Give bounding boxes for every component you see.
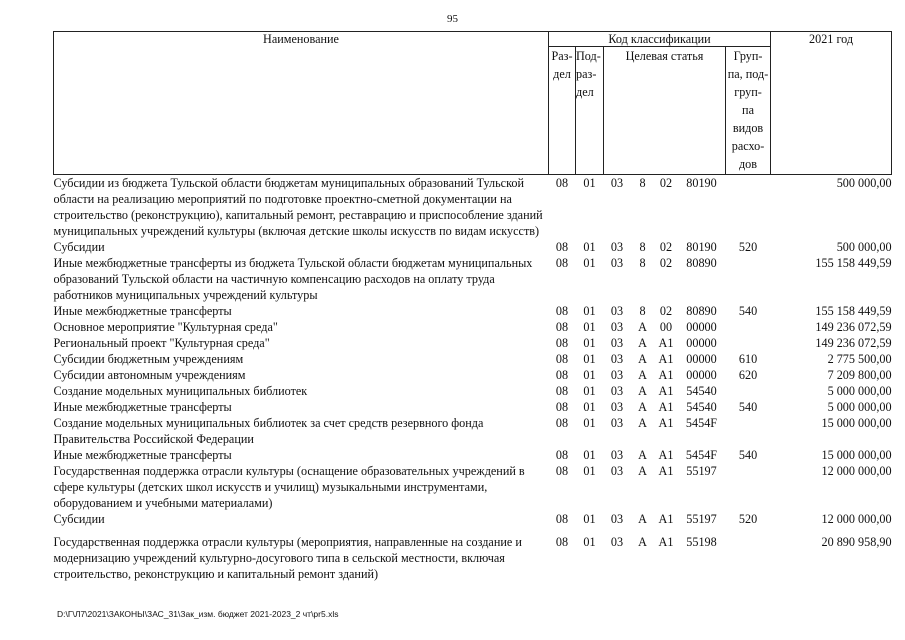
row-subprogram: А — [638, 352, 647, 366]
row-podrazdel: 01 — [583, 304, 596, 318]
row-name: Субсидии — [53, 240, 105, 254]
row-razdel: 08 — [555, 320, 569, 334]
row-vid: 540 — [738, 448, 758, 462]
row-name: Создание модельных муниципальных библиотек — [53, 384, 308, 398]
row-vid: 540 — [738, 400, 758, 414]
row-name: Субсидии — [53, 512, 105, 526]
row-event: 02 — [659, 304, 673, 318]
page-number: 95 — [447, 13, 458, 25]
row-podrazdel: 01 — [583, 400, 596, 414]
row-program: 03 — [610, 256, 624, 270]
row-vid — [726, 319, 771, 335]
row-razdel: 08 — [555, 512, 569, 526]
row-name: Иные межбюджетные трансферты — [53, 448, 232, 462]
row-amount: 2 775 500,00 — [827, 352, 892, 366]
table-row — [54, 511, 892, 527]
row-razdel: 08 — [555, 304, 569, 318]
row-event: А1 — [658, 535, 674, 549]
row-razdel: 08 — [555, 400, 569, 414]
row-razdel: 08 — [555, 240, 569, 254]
row-vid — [726, 527, 771, 582]
row-program: 03 — [610, 416, 624, 430]
row-program: 03 — [610, 304, 624, 318]
row-event: А1 — [658, 400, 674, 414]
row-name: Государственная поддержка отрасли культуры (оснащение образовательных учреждений в сфере культуры (детских школ искусств и училищ) музыкальными инструментами, оборудованием и учебными материалами) — [53, 464, 525, 510]
row-direction: 00000 — [686, 320, 717, 334]
table-row — [54, 383, 892, 399]
row-podrazdel: 01 — [583, 416, 596, 430]
row-amount: 15 000 000,00 — [821, 416, 892, 430]
row-event: 00 — [659, 320, 673, 334]
row-podrazdel: 01 — [583, 384, 596, 398]
table-row — [54, 319, 892, 335]
row-direction: 55197 — [686, 512, 717, 526]
table-row — [54, 415, 892, 447]
row-subprogram: А — [638, 320, 647, 334]
row-amount: 149 236 072,59 — [815, 336, 892, 350]
row-podrazdel: 01 — [583, 368, 596, 382]
table-row — [54, 175, 892, 240]
row-program: 03 — [610, 464, 624, 478]
row-amount: 12 000 000,00 — [821, 512, 892, 526]
table-body — [54, 175, 892, 583]
row-program: 03 — [610, 535, 624, 549]
row-subprogram: А — [638, 535, 647, 549]
col-header-razdel: Раз- дел — [549, 47, 576, 175]
row-program: 03 — [610, 368, 624, 382]
row-podrazdel: 01 — [583, 176, 596, 190]
row-amount: 7 209 800,00 — [827, 368, 892, 382]
table-row — [54, 255, 892, 303]
table-row — [54, 239, 892, 255]
row-event: А1 — [658, 336, 674, 350]
row-name: Иные межбюджетные трансферты — [53, 400, 232, 414]
row-name: Субсидии бюджетным учреждениям — [53, 352, 244, 366]
row-razdel: 08 — [555, 176, 569, 190]
row-razdel: 08 — [555, 416, 569, 430]
table-row — [54, 527, 892, 582]
row-vid — [726, 383, 771, 399]
row-subprogram: А — [638, 400, 647, 414]
row-program: 03 — [610, 176, 624, 190]
row-amount: 500 000,00 — [836, 240, 892, 254]
row-name: Иные межбюджетные трансферты из бюджета Тульской области бюджетам муниципальных образований Тульской области на частичную компенсацию расходов на оплату труда работников муниципальных учреждений культуры — [53, 256, 533, 302]
row-podrazdel: 01 — [583, 512, 596, 526]
row-podrazdel: 01 — [583, 320, 596, 334]
row-amount: 15 000 000,00 — [821, 448, 892, 462]
col-header-podrazdel: Под- раз- дел — [576, 47, 604, 175]
col-header-celevaya: Целевая статья — [604, 47, 726, 175]
row-amount: 155 158 449,59 — [815, 304, 892, 318]
row-direction: 5454F — [685, 416, 718, 430]
row-direction: 54540 — [686, 384, 717, 398]
row-razdel: 08 — [555, 256, 569, 270]
row-name: Государственная поддержка отрасли культуры (мероприятия, направленные на создание и модернизацию учреждений культурно-досугового типа в сельской местности, включая строительство, реконструкцию и капитальный ремонт зданий) — [53, 535, 522, 581]
row-program: 03 — [610, 336, 624, 350]
row-direction: 54540 — [686, 400, 717, 414]
row-subprogram: А — [638, 448, 647, 462]
row-direction: 00000 — [686, 352, 717, 366]
row-razdel: 08 — [555, 448, 569, 462]
col-header-vid: Груп- па, под- груп- па видов расхо- дов — [726, 47, 771, 175]
row-amount: 500 000,00 — [836, 176, 892, 190]
row-subprogram: А — [638, 464, 647, 478]
col-header-code: Код классификации — [549, 32, 771, 47]
row-direction: 55197 — [686, 464, 717, 478]
row-program: 03 — [610, 384, 624, 398]
row-razdel: 08 — [555, 352, 569, 366]
row-event: 02 — [659, 176, 673, 190]
row-program: 03 — [610, 352, 624, 366]
row-program: 03 — [610, 448, 624, 462]
row-podrazdel: 01 — [583, 256, 596, 270]
row-program: 03 — [610, 240, 624, 254]
row-podrazdel: 01 — [583, 336, 596, 350]
col-header-year: 2021 год — [771, 32, 892, 175]
row-event: А1 — [658, 352, 674, 366]
row-vid: 610 — [738, 352, 758, 366]
table-row — [54, 351, 892, 367]
row-razdel: 08 — [555, 384, 569, 398]
row-amount: 20 890 958,90 — [821, 535, 892, 549]
row-podrazdel: 01 — [583, 464, 596, 478]
row-vid: 620 — [738, 368, 758, 382]
row-subprogram: А — [638, 512, 647, 526]
table-header — [54, 32, 892, 175]
row-razdel: 08 — [555, 464, 569, 478]
row-direction: 80190 — [686, 176, 717, 190]
row-vid — [726, 175, 771, 240]
row-subprogram: 8 — [639, 176, 646, 190]
row-event: А1 — [658, 368, 674, 382]
row-event: А1 — [658, 448, 674, 462]
row-direction: 55198 — [686, 535, 717, 549]
file-path-footer: D:\Г\Л7\2021\ЗАКОНЫ\ЗАС_31\Зак_изм. бюджет 2021-2023_2 чт\pr5.xls — [57, 609, 339, 619]
row-program: 03 — [610, 512, 624, 526]
table-row — [54, 399, 892, 415]
row-amount: 149 236 072,59 — [815, 320, 892, 334]
row-name: Субсидии из бюджета Тульской области бюджетам муниципальных образований Тульской области на реализацию мероприятий по подготовке проектно-сметной документации на строительство (реконструкцию), капитальный ремонт, реставрацию и приспособление зданий муниципальных учреждений культуры (включая детские школы искусств по видам искусств) — [53, 176, 543, 238]
row-razdel: 08 — [555, 336, 569, 350]
row-podrazdel: 01 — [583, 352, 596, 366]
row-vid — [726, 415, 771, 447]
table-row — [54, 447, 892, 463]
row-vid: 520 — [738, 512, 758, 526]
row-amount: 5 000 000,00 — [827, 384, 892, 398]
row-subprogram: А — [638, 336, 647, 350]
row-subprogram: 8 — [639, 304, 646, 318]
row-program: 03 — [610, 400, 624, 414]
row-subprogram: 8 — [639, 256, 646, 270]
row-direction: 5454F — [685, 448, 718, 462]
row-podrazdel: 01 — [583, 240, 596, 254]
row-vid — [726, 255, 771, 303]
row-event: А1 — [658, 512, 674, 526]
row-event: А1 — [658, 416, 674, 430]
row-amount: 12 000 000,00 — [821, 464, 892, 478]
row-event: А1 — [658, 384, 674, 398]
row-name: Иные межбюджетные трансферты — [53, 304, 232, 318]
row-vid: 520 — [738, 240, 758, 254]
row-name: Региональный проект "Культурная среда" — [53, 336, 270, 350]
row-podrazdel: 01 — [583, 535, 596, 549]
row-amount: 155 158 449,59 — [815, 256, 892, 270]
row-name: Основное мероприятие "Культурная среда" — [53, 320, 278, 334]
table-row — [54, 303, 892, 319]
row-razdel: 08 — [555, 535, 569, 549]
row-event: 02 — [659, 256, 673, 270]
row-vid: 540 — [738, 304, 758, 318]
table-row — [54, 335, 892, 351]
row-direction: 80190 — [686, 240, 717, 254]
row-podrazdel: 01 — [583, 448, 596, 462]
row-name: Создание модельных муниципальных библиотек за счет средств резервного фонда Правительства Российской Федерации — [53, 416, 484, 446]
row-subprogram: А — [638, 416, 647, 430]
row-direction: 80890 — [686, 256, 717, 270]
col-header-name: Наименование — [54, 32, 549, 175]
row-vid — [726, 463, 771, 511]
row-program: 03 — [610, 320, 624, 334]
row-vid — [726, 335, 771, 351]
row-direction: 80890 — [686, 304, 717, 318]
row-direction: 00000 — [686, 368, 717, 382]
row-subprogram: А — [638, 368, 647, 382]
row-amount: 5 000 000,00 — [827, 400, 892, 414]
row-direction: 00000 — [686, 336, 717, 350]
row-event: 02 — [659, 240, 673, 254]
table-row — [54, 463, 892, 511]
row-razdel: 08 — [555, 368, 569, 382]
row-event: А1 — [658, 464, 674, 478]
row-name: Субсидии автономным учреждениям — [53, 368, 246, 382]
row-subprogram: А — [638, 384, 647, 398]
budget-table — [53, 31, 892, 582]
table-row — [54, 367, 892, 383]
row-subprogram: 8 — [639, 240, 646, 254]
